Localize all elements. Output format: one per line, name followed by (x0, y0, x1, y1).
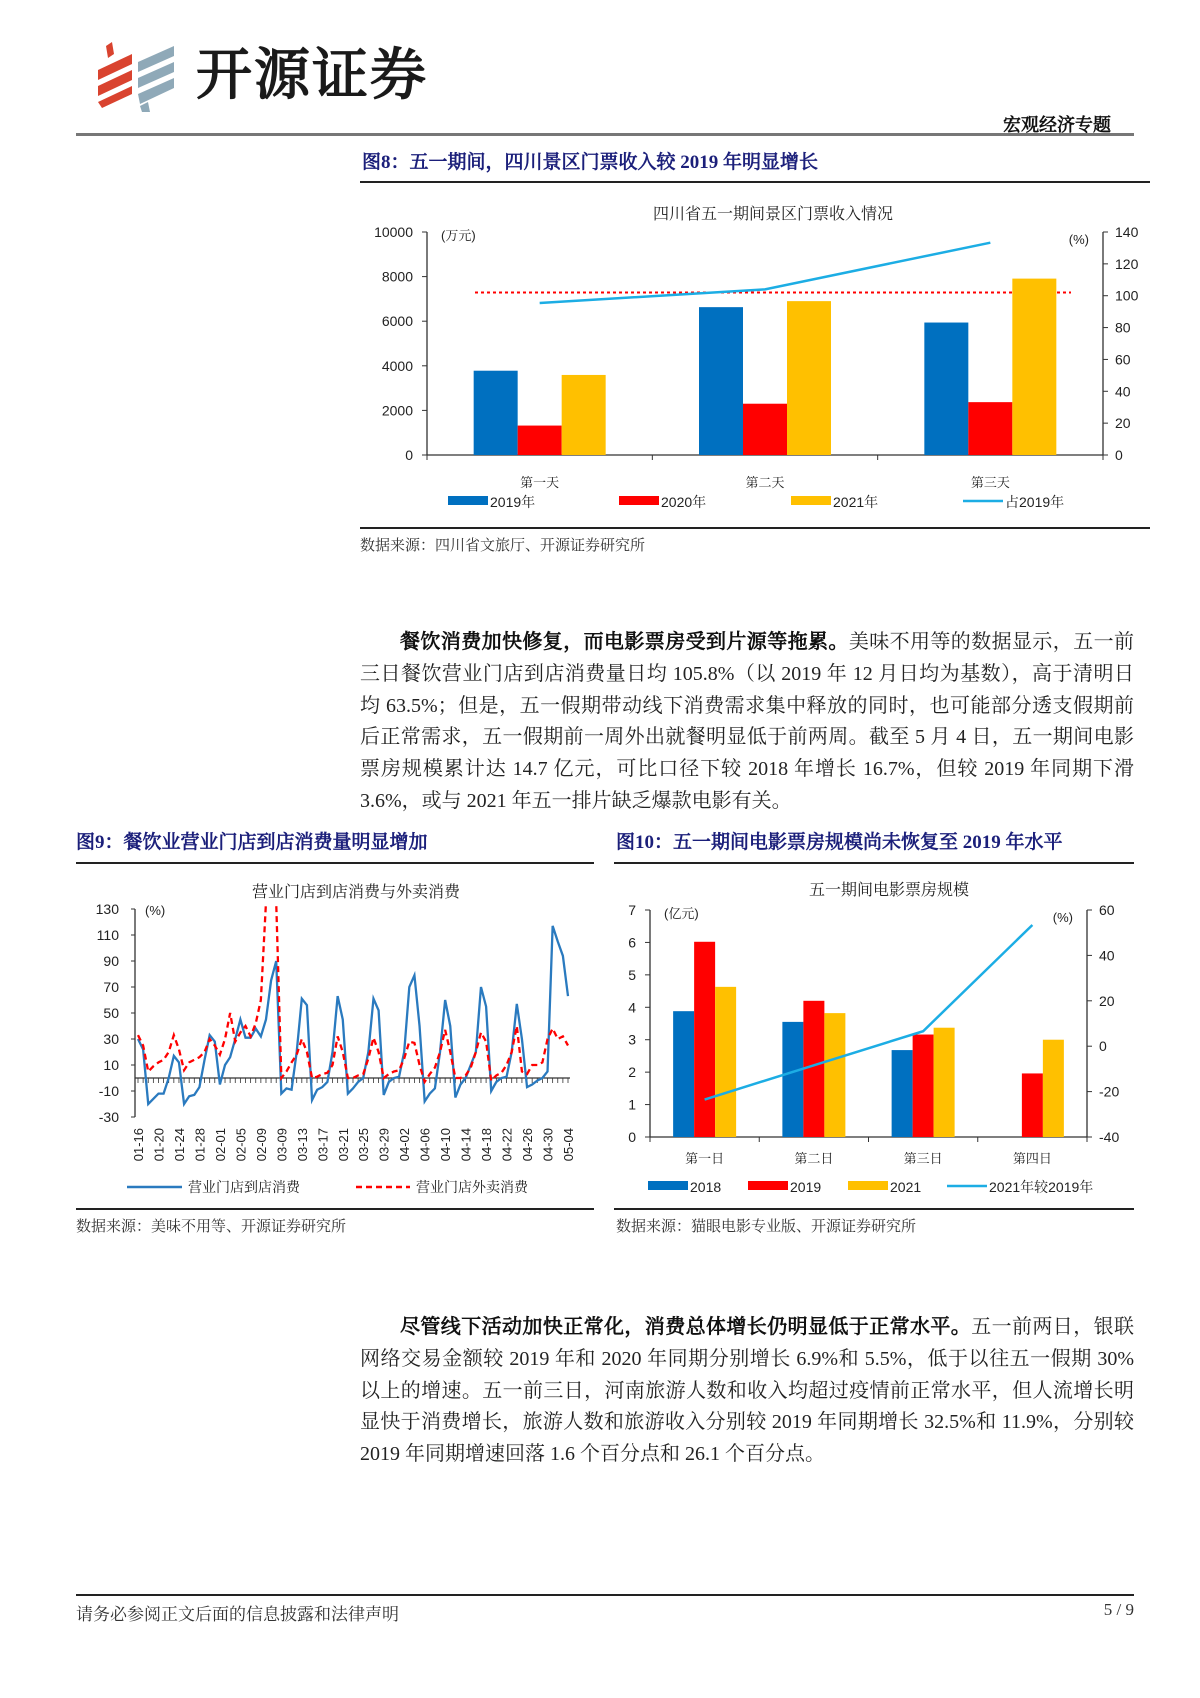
left-tick-label: 0 (405, 447, 413, 463)
footer-rule (76, 1594, 1134, 1596)
bar-2019-第二日 (803, 1001, 824, 1137)
right-tick-label: -20 (1099, 1083, 1120, 1100)
figure-8-top-rule (360, 181, 1150, 183)
date-tick-label: 01-24 (171, 1128, 187, 1162)
figure-9-chart (70, 870, 600, 1200)
date-tick-label: 03-17 (315, 1128, 331, 1162)
bar-2020年-第二天 (743, 404, 787, 455)
legend-label: 2020年 (661, 494, 707, 510)
category-label: 第一日 (685, 1151, 725, 1166)
logo-text: 开源证券 (196, 43, 428, 108)
figure-10-source: 数据来源：猫眼电影专业版、开源证券研究所 (616, 1219, 917, 1235)
left-tick-label: 8000 (381, 268, 413, 285)
right-tick-label: 60 (1115, 351, 1131, 368)
page-number: 5 / 9 (1103, 1600, 1134, 1619)
paragraph-dining-box-office (360, 627, 1134, 818)
left-tick-label: 70 (103, 979, 119, 995)
category-label: 第四日 (1012, 1151, 1052, 1166)
date-tick-label: 04-26 (520, 1128, 536, 1162)
figure-10-top-rule (614, 862, 1134, 864)
right-tick-label: 0 (1115, 447, 1123, 463)
bar-2021年-第三天 (1012, 279, 1056, 455)
legend-label: 2021年较2019年 (989, 1179, 1094, 1195)
bar-2018-第三日 (892, 1050, 913, 1137)
bar-2021年-第一天 (562, 375, 606, 455)
bar-2021-第三日 (934, 1028, 955, 1137)
date-tick-label: 04-18 (479, 1128, 495, 1162)
right-tick-label: 40 (1099, 947, 1115, 964)
bar-2021年-第二天 (787, 301, 831, 455)
bar-2019-第三日 (913, 1035, 934, 1137)
left-tick-label: -10 (98, 1083, 119, 1099)
figure-9-top-rule (76, 862, 594, 864)
legend-label: 2021 (890, 1179, 922, 1195)
category-label: 第三天 (970, 475, 1010, 490)
left-unit-label: (万元) (441, 228, 476, 243)
bar-2018-第一日 (673, 1011, 694, 1137)
bar-2020年-第三天 (968, 402, 1012, 455)
bar-2019-第一日 (694, 942, 715, 1137)
date-tick-label: 02-05 (233, 1128, 249, 1162)
paragraph-2-lead: 尽管线下活动加快正常化，消费总体增长仍明显低于正常水平。 (400, 1316, 972, 1338)
bar-2019年-第二天 (699, 307, 743, 455)
date-tick-label: 02-01 (212, 1128, 228, 1162)
bar-2021-第四日 (1043, 1040, 1064, 1137)
left-tick-label: 6 (628, 934, 636, 951)
legend-label: 2019 (790, 1179, 822, 1195)
left-tick-label: 3 (628, 1031, 636, 1048)
date-tick-label: 03-21 (335, 1128, 351, 1162)
figure-8-chart (360, 190, 1160, 520)
date-tick-label: 04-30 (540, 1128, 556, 1162)
left-tick-label: 0 (628, 1129, 636, 1145)
left-tick-label: 2 (628, 1064, 636, 1081)
date-tick-label: 01-16 (131, 1128, 146, 1162)
right-tick-label: 40 (1115, 383, 1131, 400)
right-tick-label: 20 (1115, 415, 1131, 432)
category-label: 第二日 (794, 1151, 834, 1166)
category-label: 第一天 (520, 475, 560, 490)
date-tick-label: 05-04 (561, 1128, 576, 1162)
legend-label: 2021年 (833, 494, 879, 510)
bar-2020年-第一天 (518, 426, 562, 455)
legend-label: 2019年 (490, 494, 536, 510)
paragraph-2-body: 五一前两日，银联网络交易金额较 2019 年和 2020 年同期分别增长 6.9%和 5.5%，低于以往五一假期 30%以上的增速。五一前三日，河南旅游人数和收入均超过疫情前正常水平，但人流增长明显快于消费增长，旅游人数和旅游收入分别较 2019 年同期增长 32.5%和 11.9%，分别较 2019 年同期增速回落 1.6 个百分点和 26.1 个百分点。 (360, 1316, 1135, 1466)
left-tick-label: 6000 (381, 313, 413, 330)
legend-label: 占2019年 (1005, 494, 1065, 510)
line-series-营业门店外卖消费 (138, 896, 568, 1082)
line-series-2021年较2019年 (705, 925, 1033, 1100)
legend-label: 营业门店到店消费 (188, 1179, 300, 1195)
figure-10-title: 图10：五一期间电影票房规模尚未恢复至 2019 年水平 (616, 832, 1063, 853)
logo-mark-icon (96, 40, 186, 112)
date-tick-label: 03-25 (356, 1128, 372, 1162)
left-tick-label: 4000 (381, 357, 413, 374)
paragraph-1-lead: 餐饮消费加快修复，而电影票房受到片源等拖累。 (400, 631, 849, 653)
line-series-占2019年 (540, 243, 991, 303)
right-tick-label: 80 (1115, 319, 1131, 336)
legend-swatch (648, 1181, 688, 1190)
figure-10-chart (610, 870, 1140, 1200)
figure-9-source: 数据来源：美味不用等、开源证券研究所 (76, 1219, 347, 1235)
left-unit-label: (%) (145, 903, 166, 918)
figure-8-title: 图8：五一期间，四川景区门票收入较 2019 年明显增长 (362, 152, 819, 173)
footer-disclaimer: 请务必参阅正文后面的信息披露和法律声明 (76, 1605, 399, 1624)
category-label: 第三日 (903, 1151, 943, 1166)
bar-2021-第一日 (715, 987, 736, 1137)
bar-2018-第二日 (782, 1022, 803, 1137)
legend-swatch (748, 1181, 788, 1190)
right-tick-label: 0 (1099, 1038, 1107, 1055)
report-section-label: 宏观经济专题 (1003, 115, 1111, 135)
left-tick-label: 50 (103, 1005, 119, 1021)
figure-8-bottom-rule (360, 527, 1150, 529)
chart-title: 五一期间电影票房规模 (808, 882, 970, 899)
date-tick-label: 03-09 (274, 1128, 290, 1162)
left-tick-label: 5 (628, 966, 636, 983)
left-unit-label: (亿元) (664, 906, 699, 921)
left-tick-label: 4 (628, 999, 636, 1016)
legend-swatch (448, 496, 488, 505)
paragraph-1-body: 美味不用等的数据显示，五一前三日餐饮营业门店到店消费量日均 105.8%（以 2019 年 12 月日均为基数），高于清明日均 63.5%；但是，五一假期带动线下消费需求集中释放的同时，也可能部分透支假期前后正常需求，五一假期前一周外出就餐明显低于前两周。截至 5 月 4 日，五一期间电影票房规模累计达 14.7 亿元，可比口径下较 2018 年增长 16.7%，但较 2019 年同期下滑 3.6%，或与 2021 年五一排片缺乏爆款电影有关。 (360, 631, 1135, 812)
date-tick-label: 01-20 (151, 1128, 167, 1162)
bar-2021-第二日 (824, 1013, 845, 1137)
date-tick-label: 04-02 (397, 1128, 413, 1162)
date-tick-label: 03-13 (294, 1128, 310, 1162)
date-tick-label: 04-06 (417, 1128, 433, 1162)
date-tick-label: 01-28 (192, 1128, 208, 1162)
right-unit-label: (%) (1052, 910, 1073, 925)
bar-2019年-第一天 (474, 371, 518, 455)
date-tick-label: 02-09 (253, 1128, 269, 1162)
chart-title: 四川省五一期间景区门票收入情况 (652, 206, 894, 223)
left-tick-label: 10000 (374, 224, 413, 240)
chart-title: 营业门店到店消费与外卖消费 (251, 884, 461, 901)
right-tick-label: 120 (1115, 255, 1139, 272)
right-unit-label: (%) (1068, 232, 1089, 247)
figure-9-title: 图9：餐饮业营业门店到店消费量明显增加 (76, 832, 428, 853)
bar-2019-第四日 (1022, 1073, 1043, 1137)
left-tick-label: 1 (628, 1096, 636, 1113)
legend-swatch (791, 496, 831, 505)
figure-8-source: 数据来源：四川省文旅厅、开源证券研究所 (360, 538, 646, 554)
right-tick-label: 20 (1099, 992, 1115, 1009)
left-tick-label: 90 (103, 953, 119, 969)
legend-label: 营业门店外卖消费 (416, 1179, 528, 1195)
date-tick-label: 04-14 (458, 1128, 474, 1162)
bar-2019年-第三天 (924, 323, 968, 455)
right-tick-label: 100 (1115, 287, 1139, 304)
left-tick-label: 110 (96, 927, 119, 943)
figure-10-bottom-rule (614, 1208, 1134, 1210)
date-tick-label: 03-29 (376, 1128, 392, 1162)
left-tick-label: 10 (103, 1057, 119, 1073)
legend-swatch (619, 496, 659, 505)
left-tick-label: 130 (95, 901, 119, 917)
right-tick-label: -40 (1099, 1129, 1120, 1145)
company-logo (96, 40, 456, 112)
legend-label: 2018 (690, 1179, 722, 1195)
category-label: 第二天 (745, 475, 785, 490)
date-tick-label: 04-22 (499, 1128, 515, 1162)
header-rule (76, 133, 1134, 136)
date-tick-label: 04-10 (438, 1128, 454, 1162)
left-tick-label: 30 (103, 1031, 119, 1047)
right-tick-label: 60 (1099, 902, 1115, 918)
left-tick-label: -30 (98, 1109, 119, 1125)
right-tick-label: 140 (1115, 224, 1139, 240)
line-series-营业门店到店消费 (138, 926, 568, 1104)
left-tick-label: 2000 (381, 402, 413, 419)
legend-swatch (848, 1181, 888, 1190)
paragraph-consumption-growth (360, 1312, 1134, 1471)
figure-9-bottom-rule (76, 1208, 594, 1210)
left-tick-label: 7 (628, 902, 636, 918)
